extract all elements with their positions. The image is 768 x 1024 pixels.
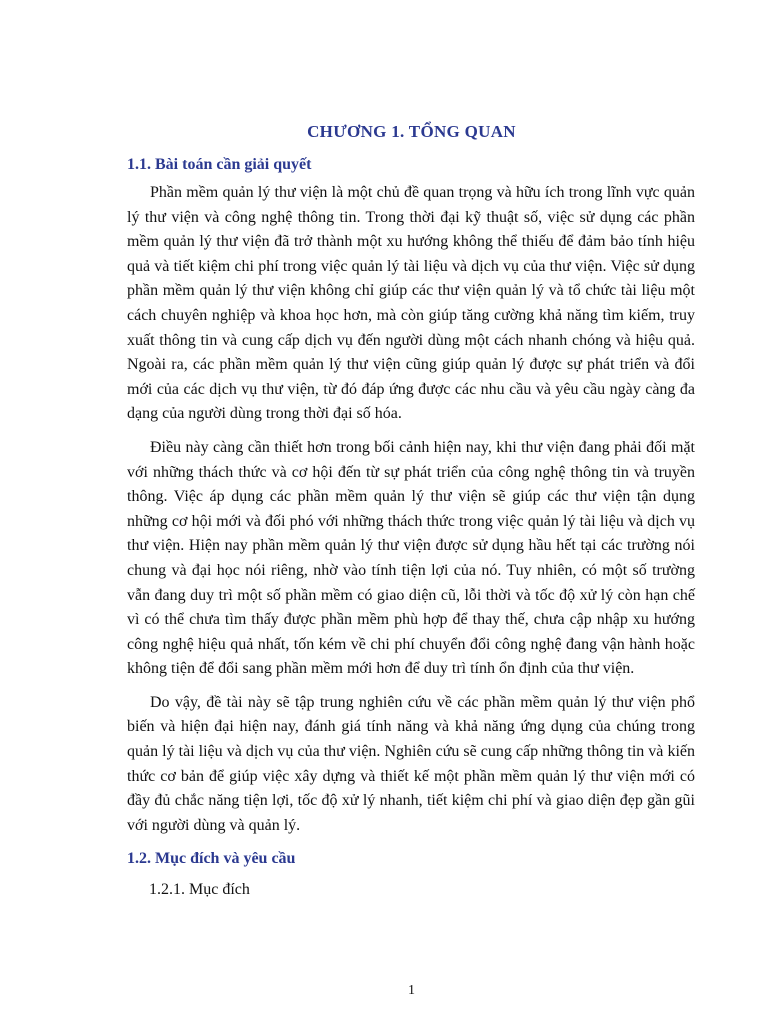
chapter-title: CHƯƠNG 1. TỔNG QUAN	[307, 122, 516, 141]
paragraph-2: Điều này càng cần thiết hơn trong bối cảnh hiện nay, khi thư viện đang phải đối mặt với những thách thức và cơ hội đến từ sự phát triển của công nghệ thông tin và truyền thông. Việc áp dụng các phần mềm quản lý thư viện sẽ giúp các thư viện tận dụng những cơ hội mới và đối phó với những thách thức trong việc quản lý tài liệu và dịch vụ thư viện. Hiện nay phần mềm quản lý thư viện được sử dụng hầu hết tại các trường nói chung và đại học nói riêng, nhờ vào tính tiện lợi của nó. Tuy nhiên, có một số trường vẫn đang duy trì một số phần mềm có giao diện cũ, lỗi thời và tốc độ xử lý còn hạn chế vì có thể chưa tìm thấy được phần mềm phù hợp để thay thế, chưa cập nhập xu hướng công nghệ hiệu quả nhất, tốn kém về chi phí chuyển đổi công nghệ đang vận hành hoặc không tiện để đổi sang phần mềm mới hơn để duy trì tính ổn định của thư viện.	[127, 438, 695, 678]
page-content	[127, 153, 695, 902]
section-heading-1-1: 1.1. Bài toán cần giải quyết	[127, 156, 312, 173]
paragraph-1: Phần mềm quản lý thư viện là một chủ đề quan trọng và hữu ích trong lĩnh vực quản lý thư viện và công nghệ thông tin. Trong thời đại kỹ thuật số, việc sử dụng các phần mềm quản lý thư viện đã trở thành một xu hướng không thể thiếu để đảm bảo tính hiệu quả và tiết kiệm chi phí trong việc quản lý tài liệu và dịch vụ của thư viện. Việc sử dụng phần mềm quản lý thư viện không chỉ giúp các thư viện quản lý và tổ chức tài liệu một cách chuyên nghiệp và khoa học hơn, mà còn giúp tăng cường khả năng tìm kiếm, truy xuất thông tin và cung cấp dịch vụ đến người dùng một cách nhanh chóng và hiệu quả. Ngoài ra, các phần mềm quản lý thư viện cũng giúp quản lý được sự phát triển và đổi mới của các dịch vụ thư viện, từ đó đáp ứng được các nhu cầu và yêu cầu ngày càng đa dạng của người dùng trong thời đại số hóa.	[127, 184, 695, 423]
subsection-heading-1-2-1: 1.2.1. Mục đích	[149, 881, 250, 899]
paragraph-3: Do vậy, đề tài này sẽ tập trung nghiên cứu về các phần mềm quản lý thư viện phổ biến và hiện đại hiện nay, đánh giá tính năng và khả năng ứng dụng của chúng trong quản lý tài liệu và dịch vụ của thư viện. Nghiên cứu sẽ cung cấp những thông tin và kiến thức cơ bản để giúp việc xây dựng và thiết kế một phần mềm quản lý thư viện mới có đầy đủ chắc năng tiện lợi, tốc độ xử lý nhanh, tiết kiệm chi phí và giao diện đẹp gần gũi với người dùng và quản lý.	[127, 693, 695, 834]
section-heading-1-2: 1.2. Mục đích và yêu cầu	[127, 850, 296, 868]
page-number: 1	[408, 983, 415, 998]
